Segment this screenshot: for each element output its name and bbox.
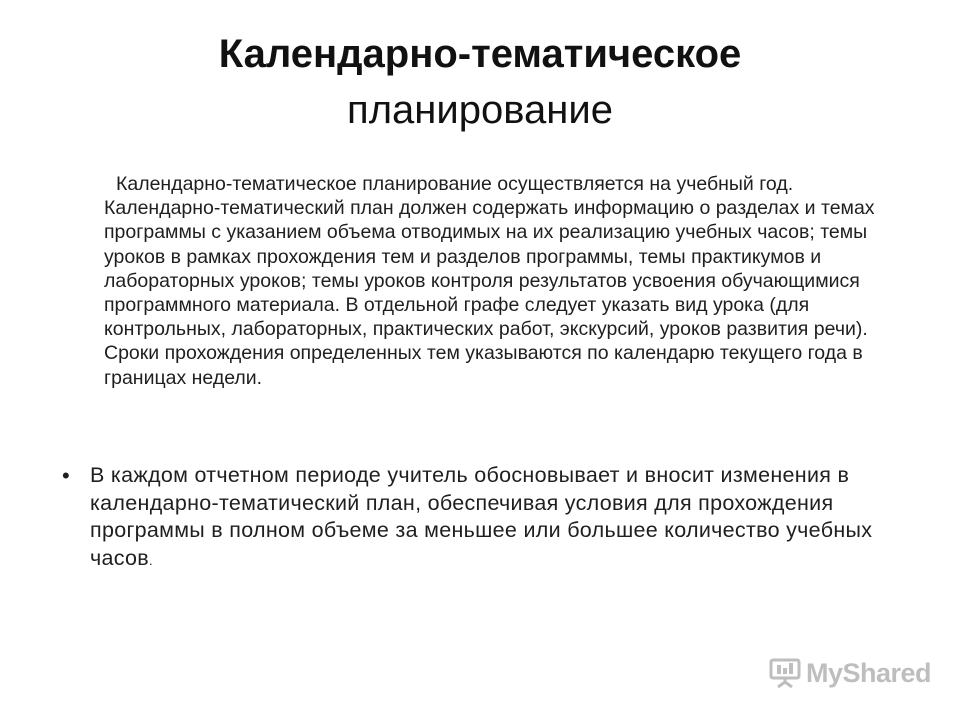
slide-title — [0, 26, 960, 138]
bullet-text-wrapper — [90, 462, 882, 574]
bullet-item — [62, 462, 882, 574]
slide-title-line1: Календарно-тематическое — [218, 32, 742, 76]
bullet-text: В каждом отчетном периоде учитель обосновывает и вносит изменения в календарно-тематический план, обеспечивая условия для прохождения программы в полном объеме за меньшее или большее количество учебных часов — [90, 463, 873, 570]
watermark-logo — [768, 655, 931, 691]
presentation-board-icon — [768, 657, 802, 689]
slide-title-line2: планирование — [347, 88, 613, 132]
watermark-text: MyShared — [806, 657, 932, 688]
body-paragraph: Календарно-тематическое планирование осуществляется на учебный год. Календарно-тематический план должен содержать информацию о разделах и темах программы с указанием объема отводимых на их реализацию учебных часов; темы уроков в рамках прохождения тем и разделов программы, темы практикумов и лабораторных уроков; темы уроков контроля результатов усвоения обучающимися программного материала. В отдельной графе следует указать вид урока (для контрольных, лабораторных, практических работ, экскурсий, уроков развития речи). Сроки прохождения определенных тем указываются по календарю текущего года в границах недели. — [104, 173, 875, 389]
bullet-end-punctuation: . — [149, 552, 153, 568]
bullet-marker: • — [62, 463, 70, 488]
